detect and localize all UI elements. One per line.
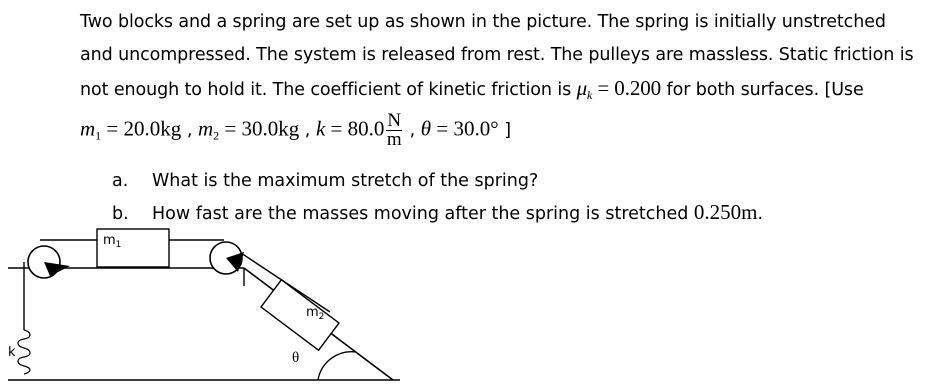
- m1-symbol: m: [80, 116, 96, 141]
- k-label: k: [8, 345, 16, 360]
- problem-line-2: and uncompressed. The system is released from rest. The pulleys are massless. Static friction is: [80, 45, 914, 65]
- m1-value: = 20.0kg: [101, 116, 182, 141]
- block-m2-label: $m_2$: [306, 305, 325, 322]
- theta-label: θ: [292, 350, 300, 366]
- question-letter: a.: [112, 171, 129, 191]
- pulley-left: [28, 246, 70, 278]
- k-value: = 80.0: [325, 116, 385, 141]
- question-b: b. How fast are the masses moving after the spring is stretched 0.250m.: [112, 199, 763, 227]
- stretch-value: 0.250m: [693, 200, 758, 224]
- angle-arc: [318, 352, 356, 380]
- spring: [18, 330, 30, 374]
- k-unit-fraction: $\frac{N}{m}$: [386, 110, 402, 150]
- question-text: How fast are the masses moving after the spring is stretched: [152, 204, 694, 224]
- problem-line-1: Two blocks and a spring are set up as shown in the picture. The spring is initially unstretched: [80, 12, 886, 32]
- mu-k-symbol: $\mu_k = 0.200$: [576, 76, 662, 102]
- k-symbol: k: [315, 116, 326, 141]
- question-text: What is the maximum stretch of the spring?: [152, 171, 539, 191]
- pulley-right: [210, 242, 244, 274]
- theta-symbol: θ: [420, 116, 432, 141]
- m2-value: = 30.0kg: [219, 116, 300, 141]
- theta-value: = 30.0°: [431, 116, 499, 141]
- block-m1-label: $m_1$: [103, 233, 122, 250]
- question-letter: b.: [112, 204, 129, 224]
- block-m2: [261, 280, 339, 350]
- given-values: $m_1 = 20.0kg$ , $m_2 = 30.0kg$ , k = 80.0 $\frac{N}{m}$ , θ = 30.0° ]: [80, 110, 512, 150]
- m2-symbol: m: [197, 116, 214, 141]
- problem-line-3: not enough to hold it. The coefficient of kinetic friction is $\mu_k = 0.200$ for both surfaces. [Use: [80, 76, 864, 102]
